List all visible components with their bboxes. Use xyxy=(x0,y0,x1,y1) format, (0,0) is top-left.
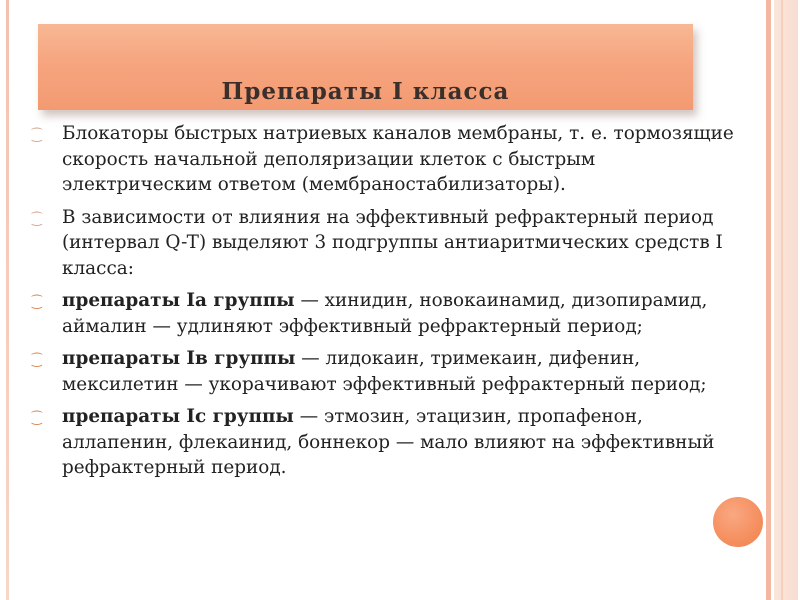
list-item xyxy=(32,346,737,397)
right-decorative-border xyxy=(766,0,771,600)
group-label: препараты Iа группы xyxy=(62,290,295,311)
right-decorative-line xyxy=(781,0,783,600)
list-item-text: В зависимости от влияния на эффективный рефрактерный период (интервал Q-T) выделяют 3 подгруппы антиаритмических средств I класса: xyxy=(62,206,723,279)
decorative-circle xyxy=(713,497,763,547)
group-label: препараты Iв группы xyxy=(62,348,296,369)
bullet-icon: ⁐ xyxy=(32,411,42,425)
list-item-text: препараты Iс группы — этмозин, этацизин, пропафенон, аллапенин, флекаинид, боннекор — мало влияют на эффективный рефрактерный период. xyxy=(62,406,715,478)
list-item xyxy=(32,205,737,282)
list-item-text: Блокаторы быстрых натриевых каналов мембраны, т. е. тормозящие скорость начальной деполяризации клеток с быстрым электрическим ответом (мембраностабилизаторы). xyxy=(62,123,734,195)
list-item-text: препараты Iв группы — лидокаин, тримекаин, дифенин, мексилетин — укорачивают эффективный рефрактерный период; xyxy=(62,348,707,395)
bullet-icon: ⁐ xyxy=(32,128,42,142)
bullet-icon: ⁐ xyxy=(32,211,42,226)
bullet-icon: ⁐ xyxy=(32,353,42,367)
slide-title: Препараты I класса xyxy=(221,78,510,105)
bullet-list xyxy=(32,121,737,488)
left-decorative-border xyxy=(6,0,9,600)
right-decorative-band xyxy=(774,0,798,600)
list-item xyxy=(32,288,737,339)
bullet-icon: ⁐ xyxy=(32,295,42,309)
title-banner xyxy=(38,24,693,110)
list-item-text: препараты Iа группы — хинидин, новокаинамид, дизопирамид, аймалин — удлиняют эффективный рефрактерный период; xyxy=(62,290,708,337)
list-item xyxy=(32,121,737,198)
list-item xyxy=(32,404,737,481)
group-label: препараты Iс группы xyxy=(62,406,294,427)
